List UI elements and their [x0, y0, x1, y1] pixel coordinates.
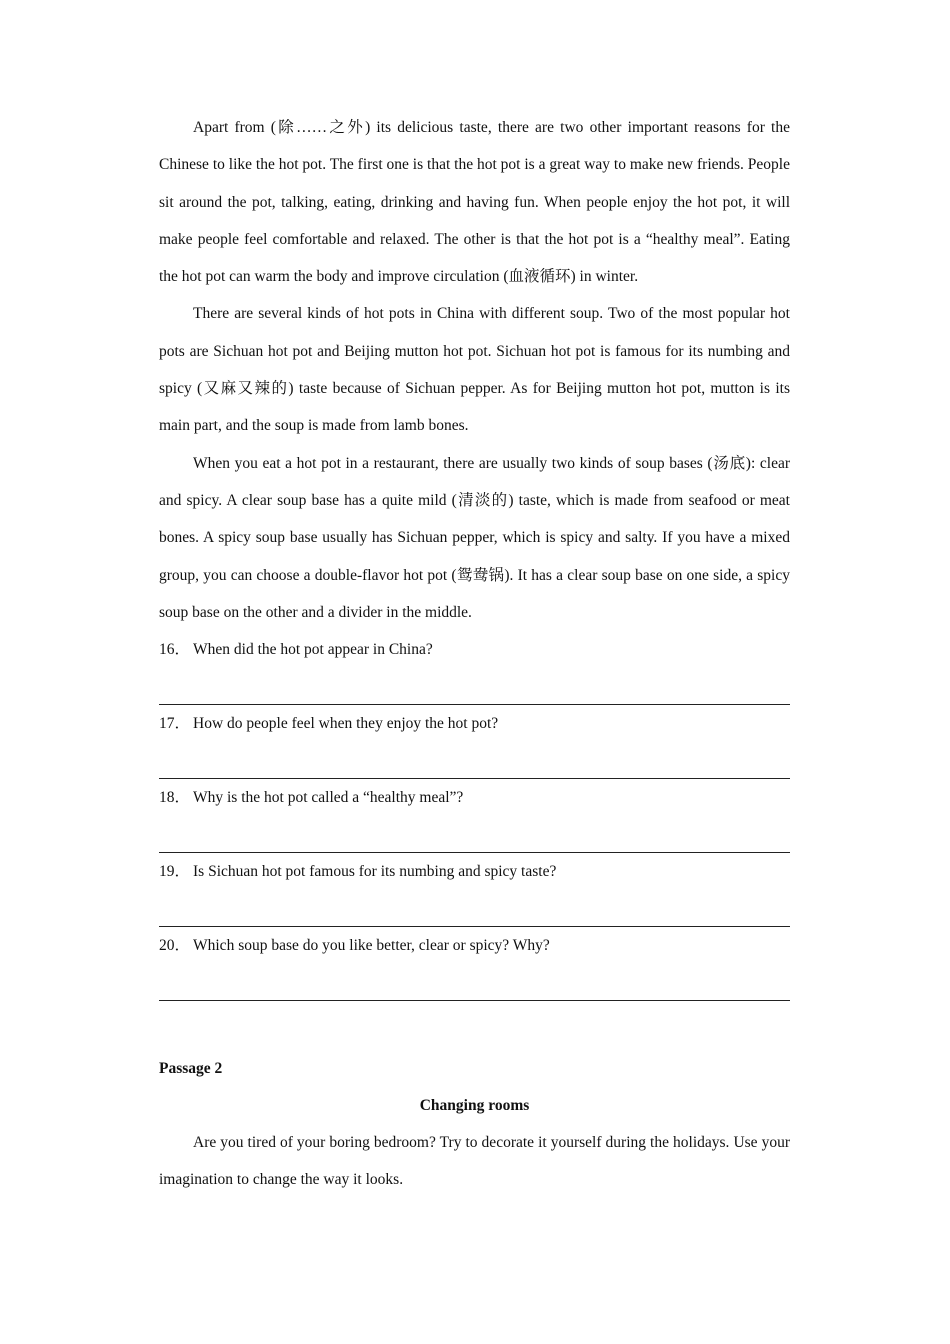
passage1-paragraph-3: When you eat a hot pot in a restaurant, there are usually two kinds of soup bases (汤底): clear and spicy. A clear soup base has a quite mild (清淡的) taste, which is made from seafood or meat bones. A spicy soup base usually has Sichuan pepper, which is spicy and salty. If you have a mixed group, you can choose a double-flavor hot pot (鸳鸯锅). It has a clear soup base on one side, a spicy soup base on the other and a divider in the middle. [159, 454, 790, 621]
question-prompt: How do people feel when they enjoy the hot pot? [193, 715, 499, 733]
answer-line[interactable] [159, 668, 790, 705]
question-text [159, 853, 790, 890]
question-16 [159, 631, 790, 705]
question-number: 16． [159, 641, 191, 659]
passage2-paragraph-1: Are you tired of your boring bedroom? Try to decorate it yourself during the holidays. Use your imagination to change the way it looks. [159, 1134, 790, 1189]
question-prompt: Which soup base do you like better, clear or spicy? Why? [193, 937, 550, 955]
question-18 [159, 779, 790, 853]
question-number: 20． [159, 937, 191, 955]
question-text [159, 705, 790, 742]
worksheet-page [159, 109, 790, 1199]
section-spacer [159, 1001, 790, 1050]
question-text [159, 779, 790, 816]
passage1-paragraph-1: Apart from (除……之外) its delicious taste, there are two other important reasons for the Chinese to like the hot pot. The first one is that the hot pot is a great way to make new friends. People sit around the pot, talking, eating, drinking and having fun. When people enjoy the hot pot, it will make people feel comfortable and relaxed. The other is that the hot pot is a “healthy meal”. Eating the hot pot can warm the body and improve circulation (血液循环) in winter. [159, 119, 790, 286]
passage2-title: Changing rooms [419, 1097, 530, 1115]
answer-line[interactable] [159, 742, 790, 779]
answer-line[interactable] [159, 964, 790, 1001]
question-prompt: Is Sichuan hot pot famous for its numbing and spicy taste? [193, 863, 557, 881]
question-number: 19． [159, 863, 191, 881]
question-prompt: Why is the hot pot called a “healthy meal”? [193, 789, 464, 807]
question-19 [159, 853, 790, 927]
passage2-label: Passage 2 [159, 1060, 223, 1078]
answer-line[interactable] [159, 816, 790, 853]
answer-line[interactable] [159, 890, 790, 927]
question-text [159, 927, 790, 964]
question-17 [159, 705, 790, 779]
question-20 [159, 927, 790, 1001]
question-number: 17． [159, 715, 191, 733]
question-number: 18． [159, 789, 191, 807]
question-prompt: When did the hot pot appear in China? [193, 641, 433, 659]
question-text [159, 631, 790, 668]
passage1-paragraph-2: There are several kinds of hot pots in China with different soup. Two of the most popular hot pots are Sichuan hot pot and Beijing mutton hot pot. Sichuan hot pot is famous for its numbing and spicy (又麻又辣的) taste because of Sichuan pepper. As for Beijing mutton hot pot, mutton is its main part, and the soup is made from lamb bones. [159, 305, 790, 435]
